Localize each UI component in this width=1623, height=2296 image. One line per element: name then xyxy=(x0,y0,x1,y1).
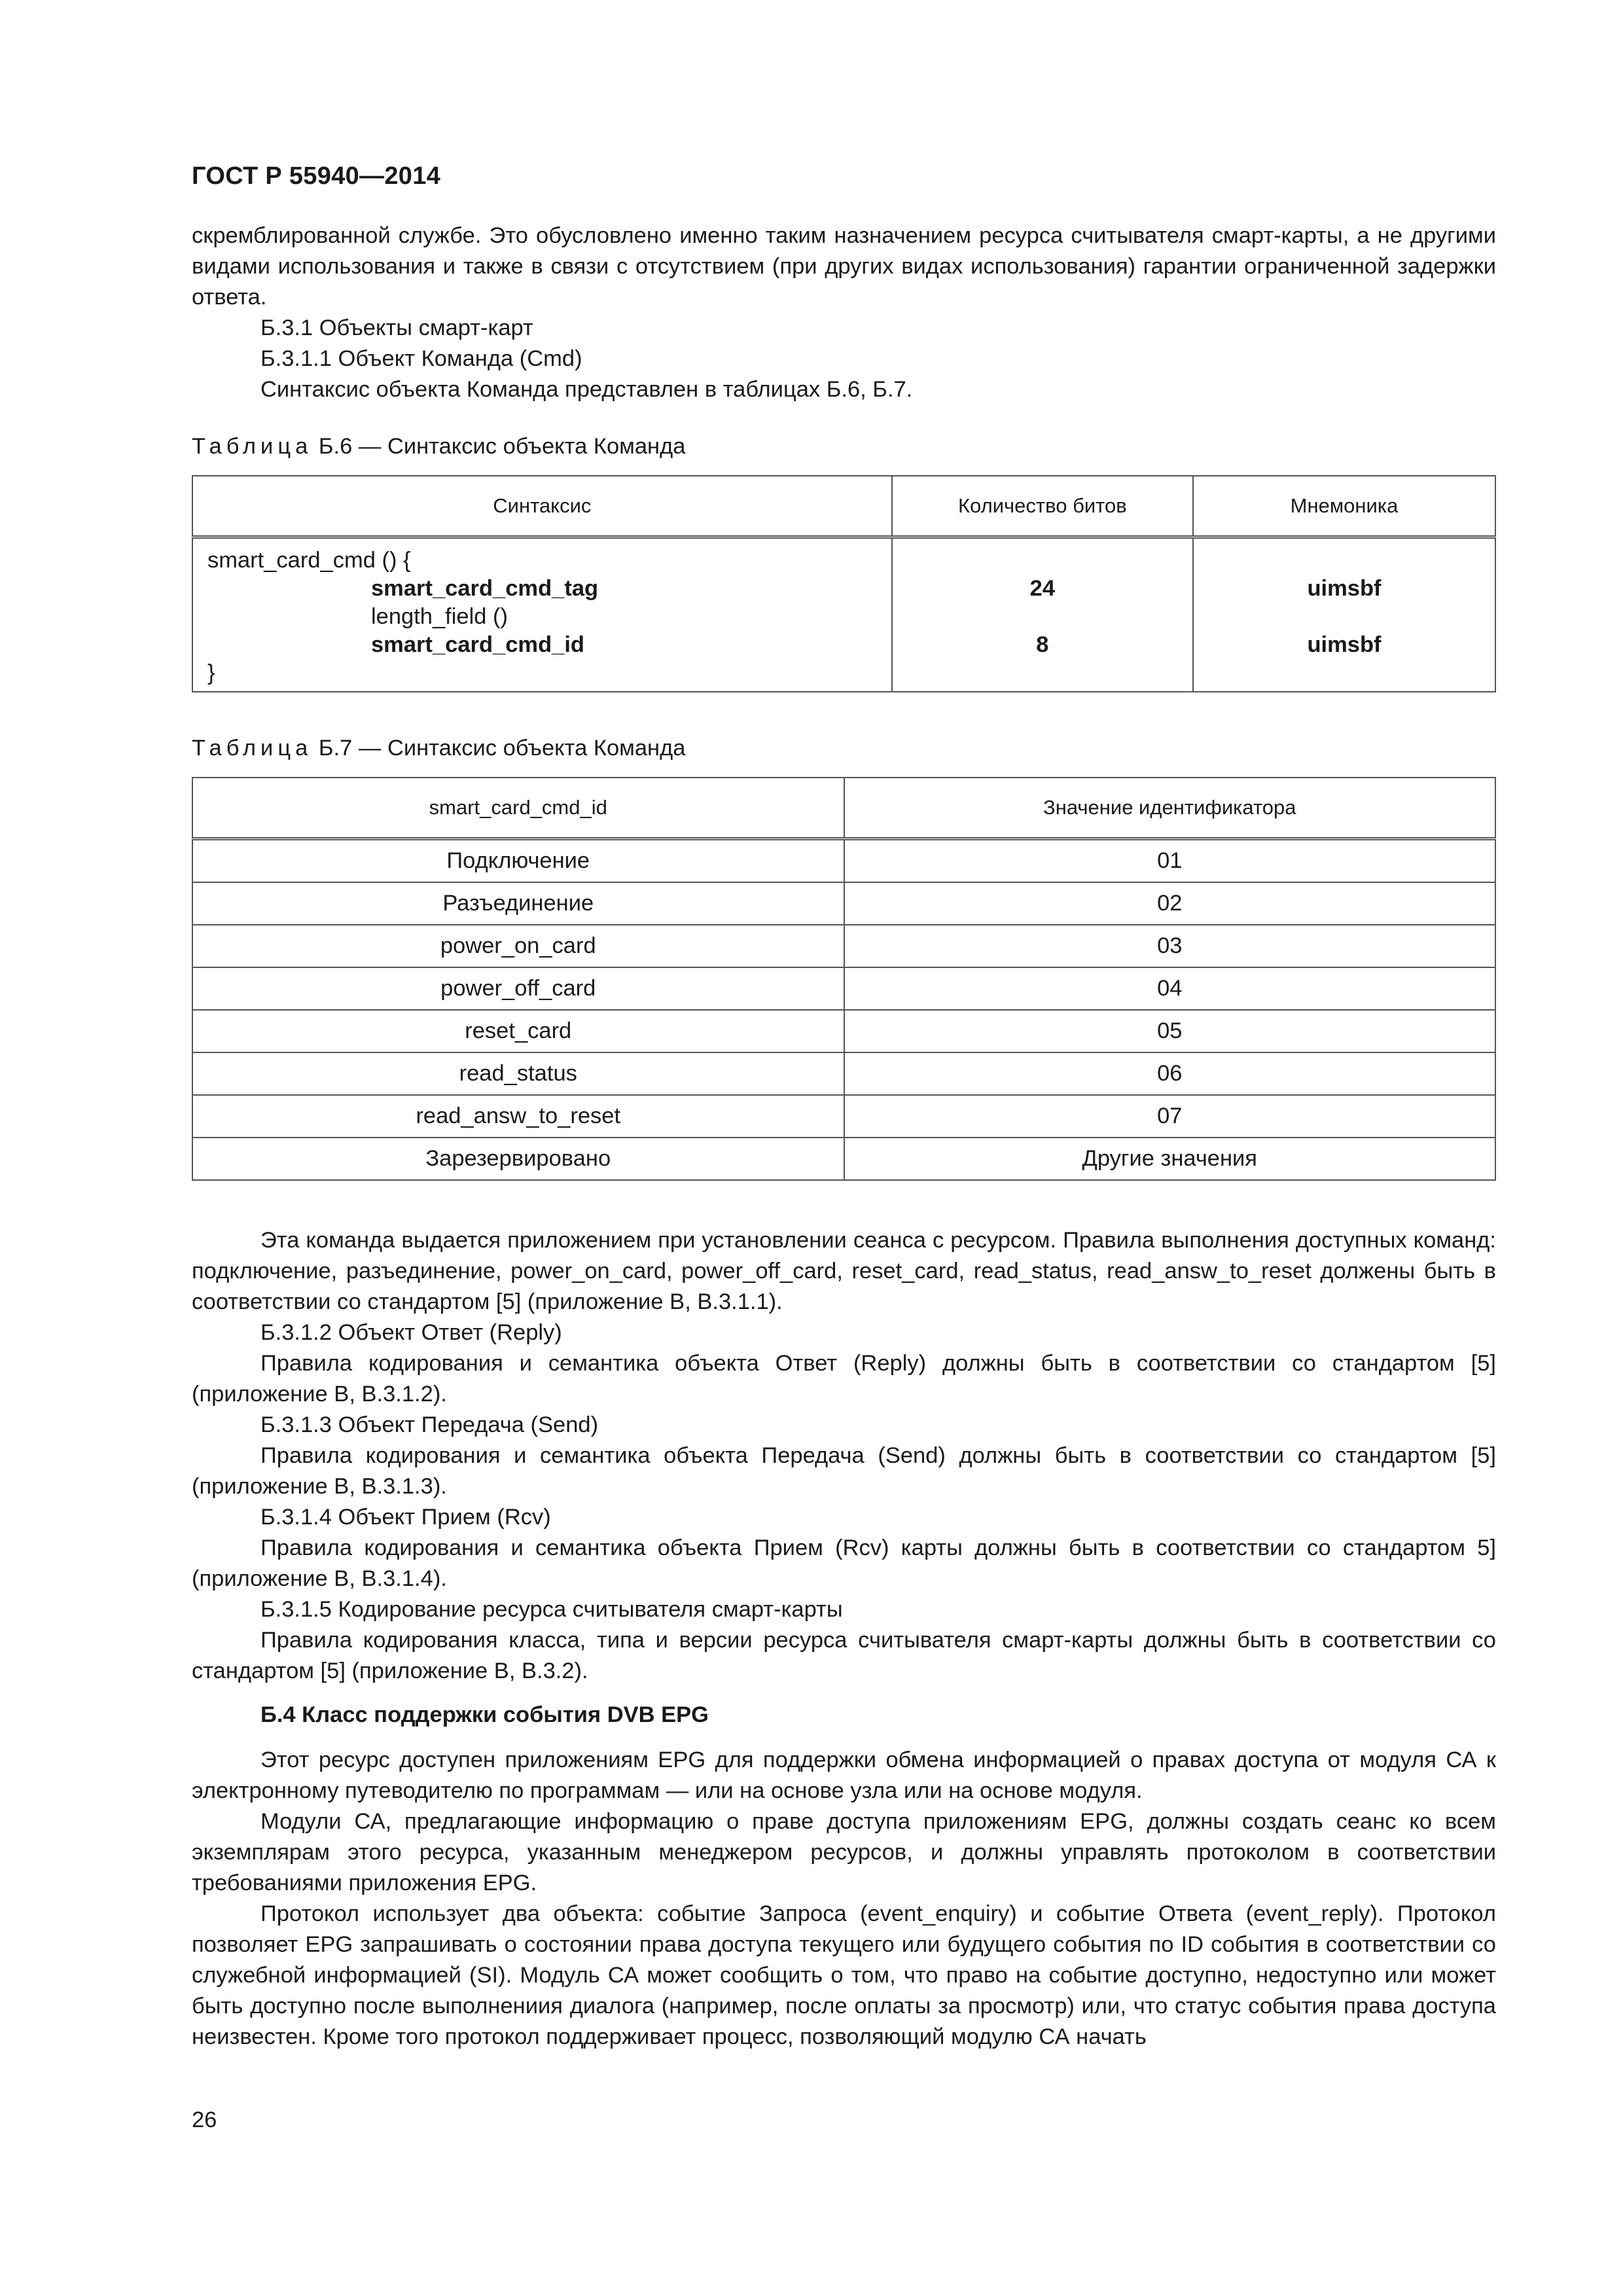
cmd-value-cell: 05 xyxy=(844,1010,1496,1052)
cmd-value-cell: 04 xyxy=(844,967,1496,1010)
identifier-table xyxy=(192,777,1496,1181)
table-row xyxy=(192,925,1495,967)
body-paragraph: Этот ресурс доступен приложениям EPG для поддержки обмена информацией о правах доступа от модуля СА к электронному путеводителю по программам — или на основе узла или на основе модуля. xyxy=(192,1748,1496,1803)
subsection-heading: Б.3.1.1 Объект Команда (Cmd) xyxy=(260,346,582,371)
table-header-row xyxy=(192,778,1495,839)
cmd-value-cell: 03 xyxy=(844,925,1496,967)
cmd-value-cell: 06 xyxy=(844,1052,1496,1095)
table-header-cell: smart_card_cmd_id xyxy=(192,778,844,839)
document-header: ГОСТ Р 55940—2014 xyxy=(192,162,441,190)
body-paragraph: Правила кодирования класса, типа и версии ресурса считывателя смарт-карты должны быть в соответствии со стандартом [5] (приложение В, В.3.2). xyxy=(192,1628,1496,1683)
syntax-line: smart_card_cmd () { xyxy=(207,548,411,573)
syntax-line: } xyxy=(207,660,215,685)
cmd-name-cell: read_answ_to_reset xyxy=(192,1095,844,1138)
table-header-cell: Количество битов xyxy=(892,476,1193,537)
cmd-name-cell: Разъединение xyxy=(192,882,844,925)
body-paragraph: Правила кодирования и семантика объекта Передача (Send) должны быть в соответствии со стандартом [5] (приложение В, В.3.1.3). xyxy=(192,1443,1496,1499)
table-caption: Таблица Б.7 — Синтаксис объекта Команда xyxy=(192,736,686,761)
bits-cell xyxy=(892,537,1193,692)
table-row xyxy=(192,1138,1495,1180)
bits-value: 24 xyxy=(1029,576,1056,601)
document-page xyxy=(192,162,1496,2053)
syntax-cell xyxy=(192,537,892,692)
subsection-heading: Б.3.1 Объекты смарт-карт xyxy=(260,315,533,340)
table-row xyxy=(192,967,1495,1010)
table-row xyxy=(192,839,1495,883)
cmd-name-cell: read_status xyxy=(192,1052,844,1095)
table-header-cell: Синтаксис xyxy=(192,476,892,537)
syntax-line: length_field () xyxy=(371,604,508,629)
mnemonic-cell xyxy=(1193,537,1495,692)
syntax-table xyxy=(192,475,1496,692)
page-number: 26 xyxy=(192,2108,217,2132)
table-header-cell: Значение идентификатора xyxy=(844,778,1496,839)
body-paragraph: Протокол использует два объекта: событие Запроса (event_enquiry) и событие Ответа (event_reply). Протокол позволяет EPG запрашивать о состоянии права доступа текущего или будущего события по ID события в соответствии со служебной информацией (SI). Модуль СА может сообщить о том, что право на событие доступно, недоступно или может быть доступно после выполнениия диалога (например, после оплаты за просмотр) или, что статус события права доступа неизвестен. Кроме того протокол поддерживает процесс, позволяющий модулю СА начать xyxy=(192,1901,1496,2049)
bits-value: 8 xyxy=(1036,632,1049,657)
cmd-name-cell: Зарезервировано xyxy=(192,1138,844,1180)
body-paragraph: Правила кодирования и семантика объекта Ответ (Reply) должны быть в соответствии со стандартом [5] (приложение В, В.3.1.2). xyxy=(192,1351,1496,1407)
cmd-name-cell: power_off_card xyxy=(192,967,844,1010)
syntax-line: smart_card_cmd_tag xyxy=(371,576,599,601)
intro-paragraph: скремблированной службе. Это обусловлено именно таким назначением ресурса считывателя смарт-карты, а не другими видами использования и также в связи с отсутствием (при других видах использования) гарантии ограниченной задержки ответа. xyxy=(192,223,1496,310)
table-row xyxy=(192,537,1495,692)
intro-paragraph: Синтаксис объекта Команда представлен в таблицах Б.6, Б.7. xyxy=(260,377,913,402)
table-header-cell: Мнемоника xyxy=(1193,476,1495,537)
table-caption: Таблица Б.6 — Синтаксис объекта Команда xyxy=(192,434,686,459)
body-paragraph: Эта команда выдается приложением при установлении сеанса с ресурсом. Правила выполнения доступных команд: подключение, разъединение, power_on_card, power_off_card, reset_card, read_status, read_answ_to_reset должены быть в соответствии со стандартом [5] (приложение В, В.3.1.1). xyxy=(192,1228,1496,1314)
subsection-heading: Б.3.1.4 Объект Прием (Rcv) xyxy=(260,1505,551,1530)
cmd-value-cell: 02 xyxy=(844,882,1496,925)
table-row xyxy=(192,1010,1495,1052)
table-row xyxy=(192,882,1495,925)
mnemonic-value: uimsbf xyxy=(1307,632,1382,657)
cmd-value-cell: 01 xyxy=(844,839,1496,883)
cmd-name-cell: power_on_card xyxy=(192,925,844,967)
cmd-value-cell: 07 xyxy=(844,1095,1496,1138)
body-paragraph: Правила кодирования и семантика объекта Прием (Rcv) карты должны быть в соответствии со стандартом 5] (приложение В, В.3.1.4). xyxy=(192,1535,1496,1591)
table-row xyxy=(192,1095,1495,1138)
syntax-line: smart_card_cmd_id xyxy=(371,632,584,657)
cmd-name-cell: reset_card xyxy=(192,1010,844,1052)
mnemonic-value: uimsbf xyxy=(1307,576,1382,601)
subsection-heading: Б.3.1.5 Кодирование ресурса считывателя смарт-карты xyxy=(260,1597,843,1622)
table-header-row xyxy=(192,476,1495,537)
subsection-heading: Б.3.1.3 Объект Передача (Send) xyxy=(260,1412,599,1437)
subsection-heading: Б.3.1.2 Объект Ответ (Reply) xyxy=(260,1320,562,1345)
cmd-name-cell: Подключение xyxy=(192,839,844,883)
body-paragraph: Модули СА, предлагающие информацию о праве доступа приложениям EPG, должны создать сеанс ко всем экземплярам этого ресурса, указанным менеджером ресурсов, и должны управлять протоколом в соответствии требованиями приложения EPG. xyxy=(192,1809,1496,1895)
cmd-value-cell: Другие значения xyxy=(844,1138,1496,1180)
table-row xyxy=(192,1052,1495,1095)
section-heading: Б.4 Класс поддержки события DVB EPG xyxy=(260,1702,709,1727)
